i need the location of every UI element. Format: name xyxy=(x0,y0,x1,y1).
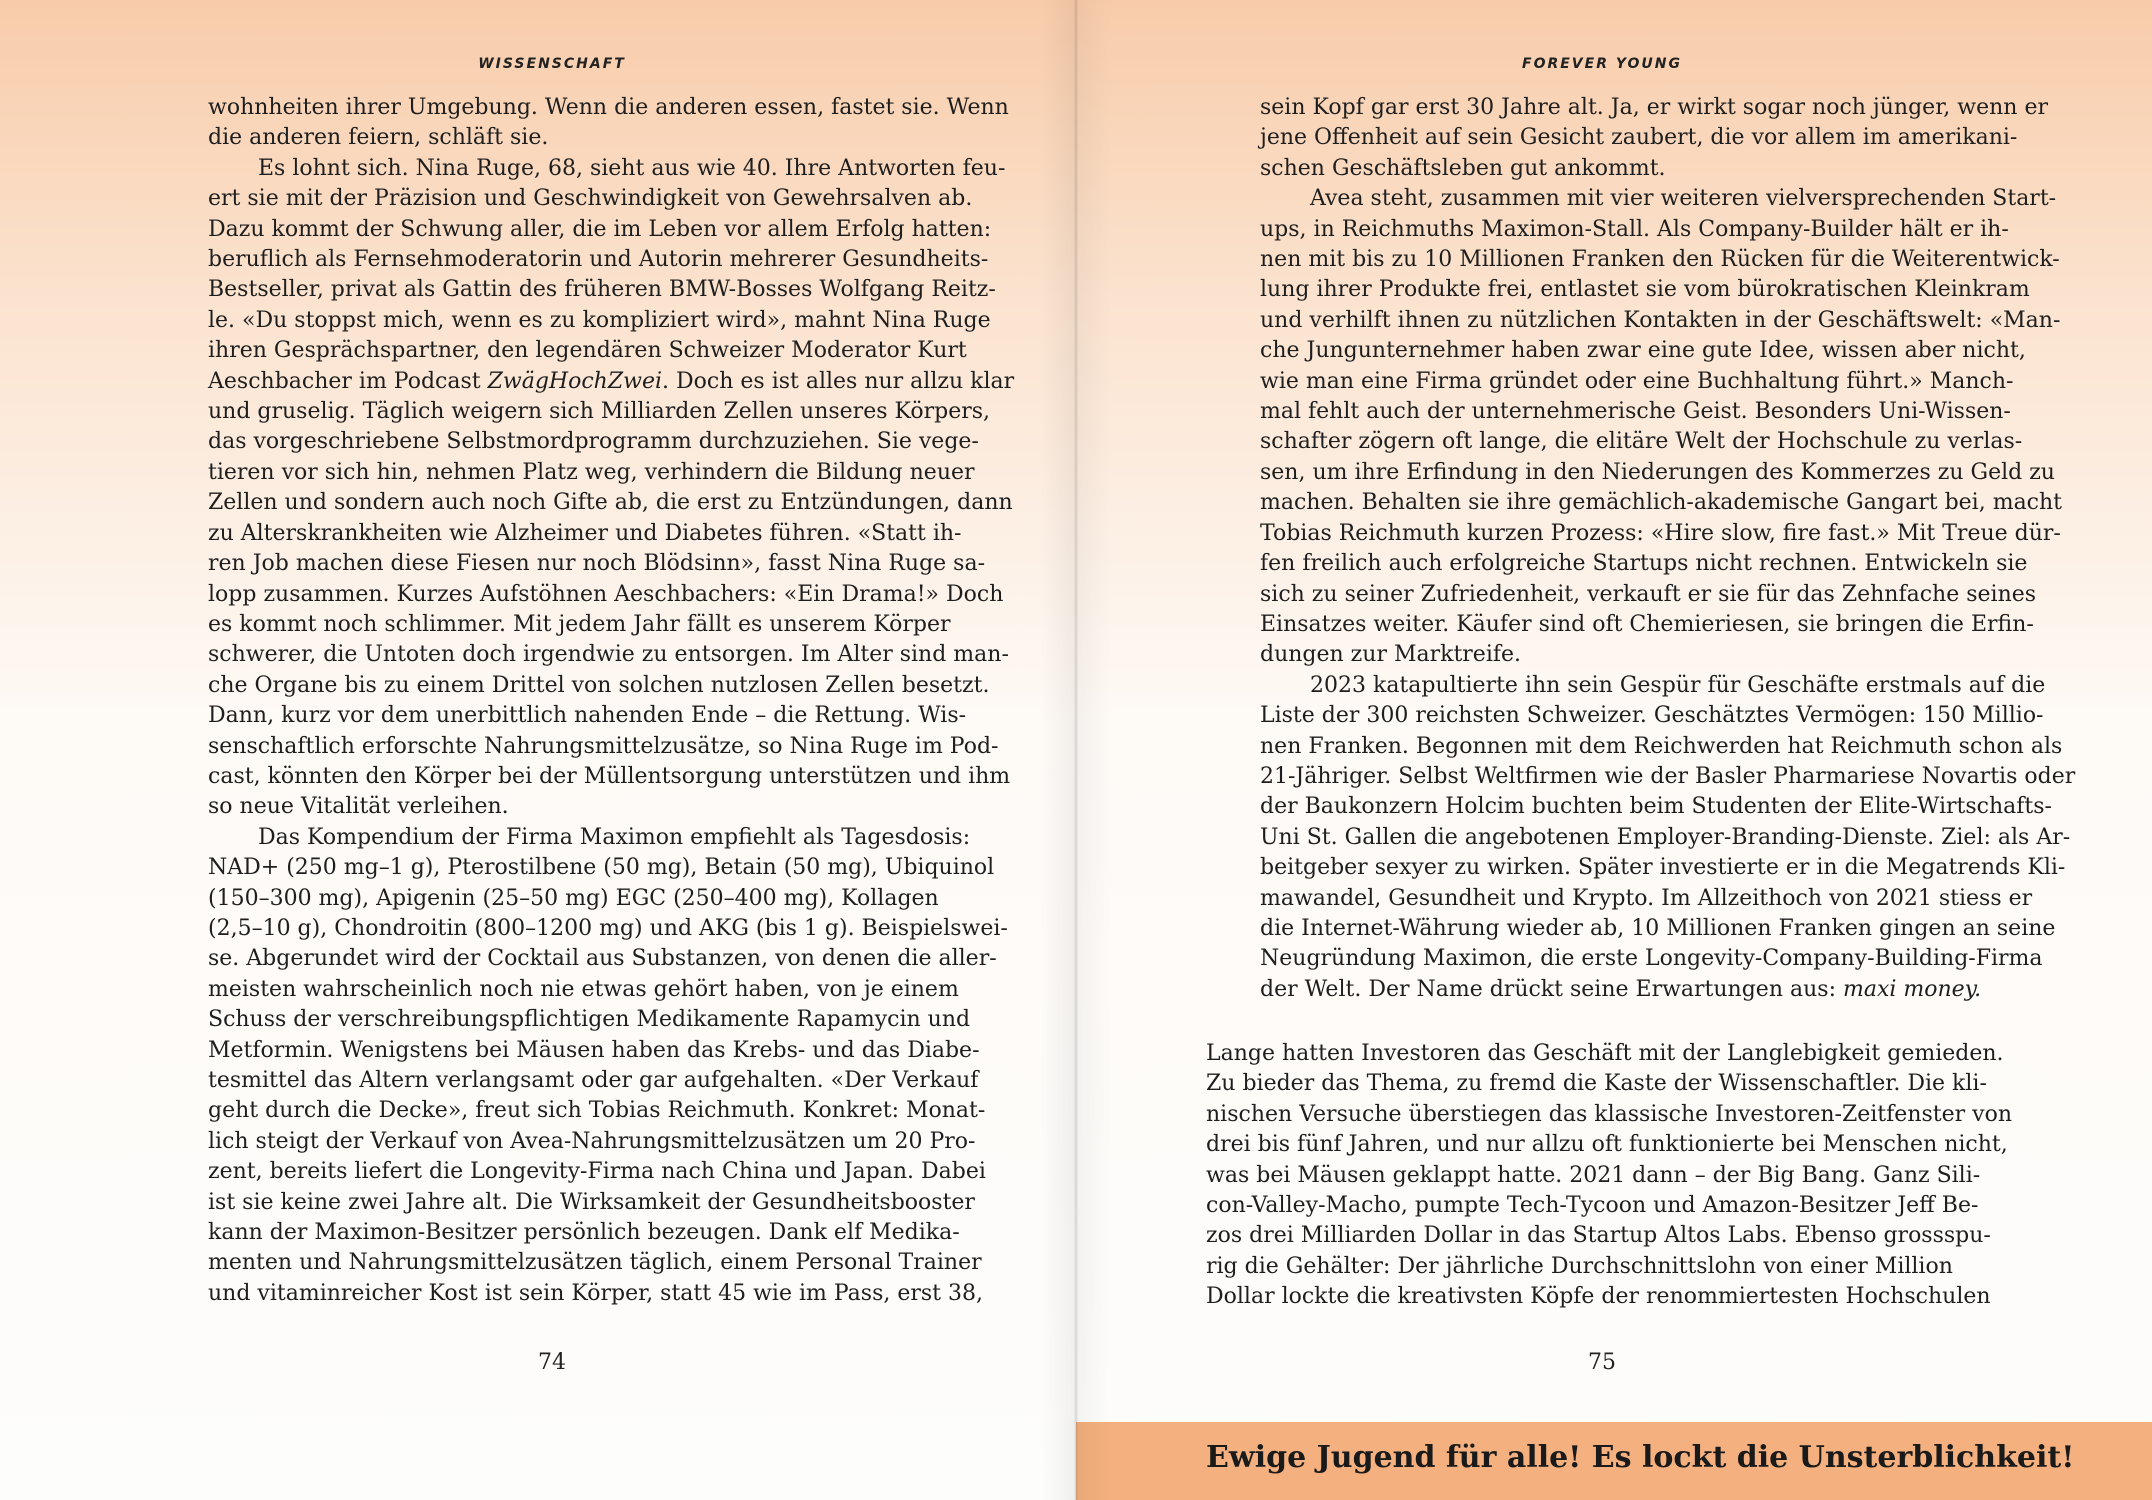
text-line: und gruselig. Täglich weigern sich Milliarden Zellen unseres Körpers, xyxy=(208,399,991,425)
text-line: zos drei Milliarden Dollar in das Startup Altos Labs. Ebenso grossspu- xyxy=(1206,1223,1991,1249)
text-line: so neue Vitalität verleihen. xyxy=(208,794,509,820)
text-line: beruflich als Fernsehmoderatorin und Autorin mehrerer Gesundheits- xyxy=(208,247,989,273)
text-fragment: . Doch es ist alles nur allzu klar xyxy=(662,368,1015,394)
text-line: sein Kopf gar erst 30 Jahre alt. Ja, er wirkt sogar noch jünger, wenn er xyxy=(1260,95,2048,120)
text-line: senschaftlich erforschte Nahrungsmittelzusätze, so Nina Ruge im Pod- xyxy=(208,733,999,759)
text-line: die anderen feiern, schläft sie. xyxy=(208,125,549,151)
text-line: sich zu seiner Zufriedenheit, verkauft er sie für das Zehnfache seines xyxy=(1260,581,2037,607)
text-line: rig die Gehälter: Der jährliche Durchschnittslohn von einer Million xyxy=(1206,1253,1953,1279)
text-line: cast, könnten den Körper bei der Müllentsorgung unterstützen und ihm xyxy=(208,763,1011,789)
text-line: Schuss der verschreibungspflichtigen Medikamente Rapamycin und xyxy=(208,1007,971,1033)
text-line: schen Geschäftsleben gut ankommt. xyxy=(1260,155,1666,181)
text-line: nischen Versuche überstiegen das klassische Investoren-Zeitfenster von xyxy=(1206,1101,2012,1127)
text-line: 21-Jähriger. Selbst Weltfirmen wie der Basler Pharmariese Novartis oder xyxy=(1260,763,2076,789)
text-line: mawandel, Gesundheit und Krypto. Im Allzeithoch von 2021 stiess er xyxy=(1260,885,2033,911)
text-line: tieren vor sich hin, nehmen Platz weg, verhindern die Bildung neuer xyxy=(208,459,975,485)
text-line: Zellen und sondern auch noch Gifte ab, die erst zu Entzündungen, dann xyxy=(208,490,1013,516)
text-line: Einsatzes weiter. Käufer sind oft Chemieriesen, sie bringen die Erfin- xyxy=(1260,611,2034,637)
text-line: kann der Maximon-Besitzer persönlich bezeugen. Dank elf Medika- xyxy=(208,1220,960,1246)
text-line: che Organe bis zu einem Drittel von solchen nutzlosen Zellen besetzt. xyxy=(208,672,990,698)
text-fragment: der Welt. Der Name drückt seine Erwartungen aus: xyxy=(1260,976,1843,1002)
text-line: beitgeber sexyer zu wirken. Später investierte er in die Megatrends Kli- xyxy=(1260,855,2066,881)
text-line: tesmittel das Altern verlangsamt oder gar aufgehalten. «Der Verkauf xyxy=(208,1068,979,1093)
right-page xyxy=(1076,0,2152,1500)
text-line: mal fehlt auch der unternehmerische Geist. Besonders Uni-Wissen- xyxy=(1260,399,2011,425)
text-line: Zu bieder das Thema, zu fremd die Kaste der Wissenschaftler. Die kli- xyxy=(1206,1071,1987,1097)
text-line: Avea steht, zusammen mit vier weiteren vielversprechenden Start- xyxy=(1310,186,2057,212)
text-fragment: Aeschbacher im Podcast xyxy=(208,368,488,394)
text-line: lopp zusammen. Kurzes Aufstöhnen Aeschbachers: «Ein Drama!» Doch xyxy=(208,581,1004,607)
text-line: nen mit bis zu 10 Millionen Franken den Rücken für die Weiterentwick- xyxy=(1260,247,2060,273)
text-line xyxy=(208,367,1015,397)
text-line: lung ihrer Produkte frei, entlastet sie vom bürokratischen Kleinkram xyxy=(1260,277,2030,303)
text-line: nen Franken. Begonnen mit dem Reichwerden hat Reichmuth schon als xyxy=(1260,733,2063,759)
right-section-text xyxy=(1206,1039,2012,1313)
text-line: schwerer, die Untoten doch irgendwie zu entsorgen. Im Alter sind man- xyxy=(208,642,1009,668)
text-line: sen, um ihre Erfindung in den Niederungen des Kommerzes zu Geld zu xyxy=(1260,459,2055,485)
text-line: Dollar lockte die kreativsten Köpfe der renommiertesten Hochschulen xyxy=(1206,1284,1991,1310)
text-line: zu Alterskrankheiten wie Alzheimer und Diabetes führen. «Statt ih- xyxy=(208,520,962,546)
text-line: wohnheiten ihrer Umgebung. Wenn die anderen essen, fastet sie. Wenn xyxy=(208,95,1009,120)
running-head-left: WISSENSCHAFT xyxy=(478,56,626,72)
text-line: Tobias Reichmuth kurzen Prozess: «Hire slow, fire fast.» Mit Treue dür- xyxy=(1260,520,2061,546)
text-line: ups, in Reichmuths Maximon-Stall. Als Company-Builder hält er ih- xyxy=(1260,216,2009,242)
text-line: was bei Mäusen geklappt hatte. 2021 dann – der Big Bang. Ganz Sili- xyxy=(1206,1162,1981,1188)
text-line: der Baukonzern Holcim buchten beim Studenten der Elite-Wirtschafts- xyxy=(1260,794,2052,820)
banner-headline: Ewige Jugend für alle! Es lockt die Unsterblichkeit! xyxy=(1206,1440,2075,1475)
text-line: ren Job machen diese Fiesen nur noch Blödsinn», fasst Nina Ruge sa- xyxy=(208,551,986,577)
page-number-right: 75 xyxy=(1588,1350,1616,1375)
right-body-text xyxy=(1260,93,2076,1005)
text-line: menten und Nahrungsmittelzusätzen täglich, einem Personal Trainer xyxy=(208,1250,982,1276)
text-line: Dann, kurz vor dem unerbittlich nahenden Ende – die Rettung. Wis- xyxy=(208,703,967,729)
running-head-right: FOREVER YOUNG xyxy=(1522,56,1682,72)
text-line: drei bis fünf Jahren, und nur allzu oft funktionierte bei Menschen nicht, xyxy=(1206,1132,2008,1158)
text-line: con-Valley-Macho, pumpte Tech-Tycoon und Amazon-Besitzer Jeff Be- xyxy=(1206,1193,1979,1219)
left-body-text xyxy=(208,93,1015,1309)
text-line: meisten wahrscheinlich noch nie etwas gehört haben, von je einem xyxy=(208,976,959,1002)
text-line xyxy=(1260,975,2000,1005)
text-line: Lange hatten Investoren das Geschäft mit der Langlebigkeit gemieden. xyxy=(1206,1041,2004,1066)
text-line: se. Abgerundet wird der Cocktail aus Substanzen, von denen die aller- xyxy=(208,946,997,972)
text-line: Metformin. Wenigstens bei Mäusen haben das Krebs- und das Diabe- xyxy=(208,1037,980,1063)
text-line: wie man eine Firma gründet oder eine Buchhaltung führt.» Manch- xyxy=(1260,368,2014,394)
text-line: machen. Behalten sie ihre gemächlich-akademische Gangart bei, macht xyxy=(1260,490,2063,516)
text-line: das vorgeschriebene Selbstmordprogramm durchzuziehen. Sie vege- xyxy=(208,429,979,455)
text-line: dungen zur Marktreife. xyxy=(1260,642,1522,668)
text-line: geht durch die Decke», freut sich Tobias Reichmuth. Konkret: Monat- xyxy=(208,1098,986,1124)
text-line: Bestseller, privat als Gattin des früheren BMW-Bosses Wolfgang Reitz- xyxy=(208,277,996,303)
text-line: Neugründung Maximon, die erste Longevity-Company-Building-Firma xyxy=(1260,946,2043,972)
text-line: 2023 katapultierte ihn sein Gespür für Geschäfte erstmals auf die xyxy=(1310,672,2046,698)
text-line: Uni St. Gallen die angebotenen Employer-Branding-Dienste. Ziel: als Ar- xyxy=(1260,824,2071,850)
text-line: ert sie mit der Präzision und Geschwindigkeit von Gewehrsalven ab. xyxy=(208,186,973,212)
text-line: ist sie keine zwei Jahre alt. Die Wirksamkeit der Gesundheitsbooster xyxy=(208,1189,975,1215)
text-line: lich steigt der Verkauf von Avea-Nahrungsmittelzusätzen um 20 Pro- xyxy=(208,1128,976,1154)
text-line: es kommt noch schlimmer. Mit jedem Jahr fällt es unserem Körper xyxy=(208,611,951,637)
text-line: Es lohnt sich. Nina Ruge, 68, sieht aus wie 40. Ihre Antworten feu- xyxy=(258,155,1006,181)
page-number-left: 74 xyxy=(538,1350,566,1375)
chapter-banner xyxy=(1076,1422,2152,1500)
text-line: und verhilft ihnen zu nützlichen Kontakten in der Geschäftswelt: «Man- xyxy=(1260,307,2061,333)
text-line: (2,5–10 g), Chondroitin (800–1200 mg) und AKG (bis 1 g). Beispielswei- xyxy=(208,915,1008,941)
text-line: le. «Du stoppst mich, wenn es zu kompliziert wird», mahnt Nina Ruge xyxy=(208,307,991,333)
text-line: zent, bereits liefert die Longevity-Firma nach China und Japan. Dabei xyxy=(208,1159,986,1185)
text-line: die Internet-Währung wieder ab, 10 Millionen Franken gingen an seine xyxy=(1260,915,2056,941)
text-line: NAD+ (250 mg–1 g), Pterostilbene (50 mg), Betain (50 mg), Ubiquinol xyxy=(208,855,995,881)
maxi-money-phrase: maxi money. xyxy=(1842,976,1982,1002)
text-line: Das Kompendium der Firma Maximon empfiehlt als Tagesdosis: xyxy=(258,824,971,850)
text-line: Liste der 300 reichsten Schweizer. Geschätztes Vermögen: 150 Millio- xyxy=(1260,703,2044,729)
text-line: Dazu kommt der Schwung aller, die im Leben vor allem Erfolg hatten: xyxy=(208,216,992,242)
text-line: che Jungunternehmer haben zwar eine gute Idee, wissen aber nicht, xyxy=(1260,338,2026,364)
text-line: schafter zögern oft lange, die elitäre Welt der Hochschule zu verlas- xyxy=(1260,429,2023,455)
text-line: fen freilich auch erfolgreiche Startups nicht rechnen. Entwickeln sie xyxy=(1260,551,2028,577)
text-line: und vitaminreicher Kost ist sein Körper, statt 45 wie im Pass, erst 38, xyxy=(208,1280,983,1306)
text-line: (150–300 mg), Apigenin (25–50 mg) EGC (250–400 mg), Kollagen xyxy=(208,885,939,911)
text-line: jene Offenheit auf sein Gesicht zaubert, die vor allem im amerikani- xyxy=(1260,125,2018,151)
text-line: ihren Gesprächspartner, den legendären Schweizer Moderator Kurt xyxy=(208,338,967,364)
podcast-title: ZwägHochZwei xyxy=(487,368,663,394)
